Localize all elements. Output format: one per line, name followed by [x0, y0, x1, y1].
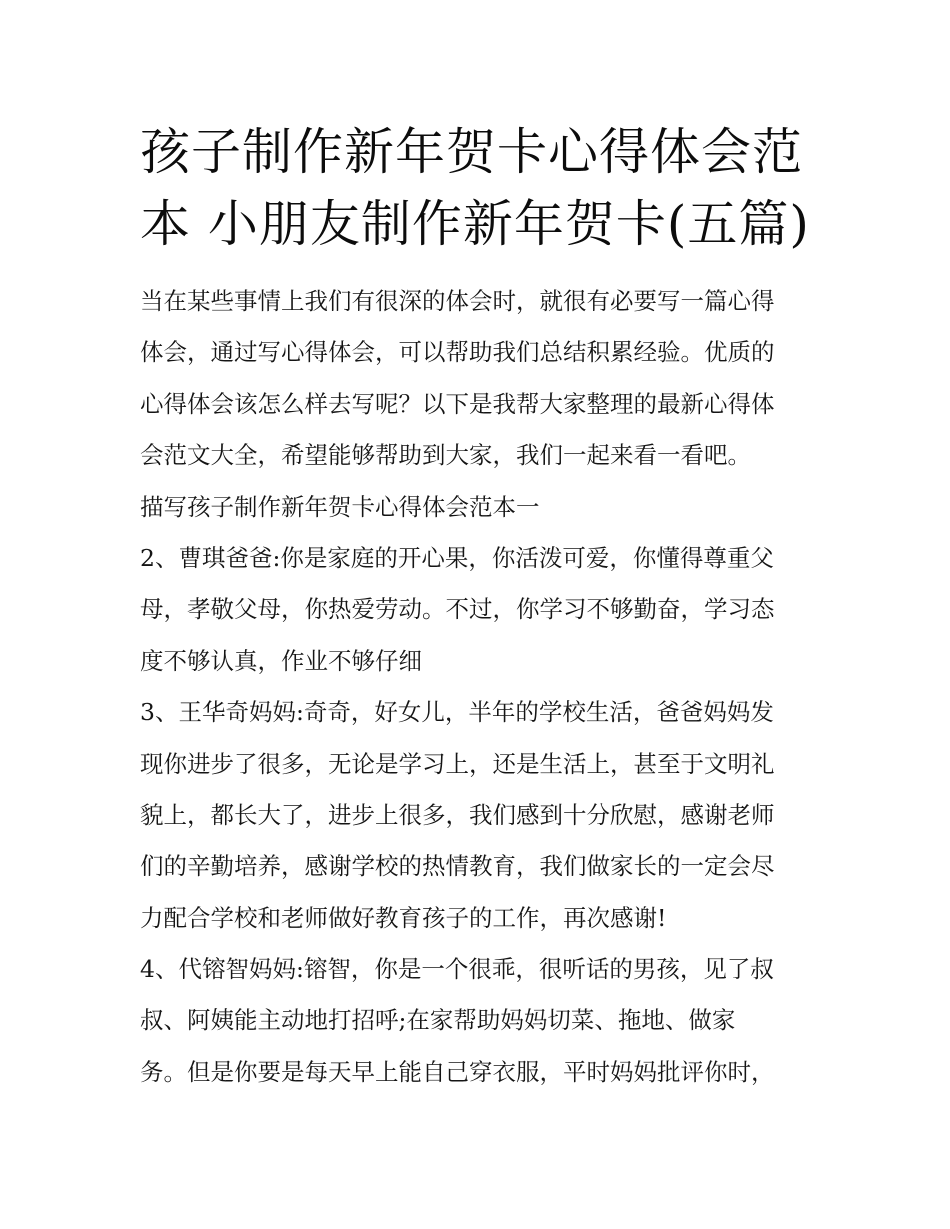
- item-2-line-3: 度不够认真，作业不够仔细: [140, 646, 422, 675]
- item-4-line-1: 4、代镕智妈妈:镕智，你是一个很乖，很听话的男孩，见了叔: [140, 955, 774, 984]
- title-line-1: 孩子制作新年贺卡心得体会范: [140, 123, 803, 181]
- item-4-line-3: 务。但是你要是每天早上能自己穿衣服，平时妈妈批评你时，: [140, 1057, 775, 1086]
- intro-line-1: 当在某些事情上我们有很深的体会时，就很有必要写一篇心得: [140, 287, 775, 315]
- intro-line-4: 会范文大全，希望能够帮助到大家，我们一起来看一看吧。: [140, 441, 751, 470]
- item-2-line-2: 母，孝敬父母，你热爱劳动。不过，你学习不够勤奋，学习态: [140, 595, 775, 624]
- item-3-line-5: 力配合学校和老师做好教育孩子的工作，再次感谢!: [140, 903, 667, 932]
- item-3-line-2: 现你进步了很多，无论是学习上，还是生活上，甚至于文明礼: [140, 749, 775, 778]
- document-body: [140, 276, 812, 1098]
- intro-line-3: 心得体会该怎么样去写呢？以下是我帮大家整理的最新心得体: [140, 389, 775, 418]
- item-2-line-1: 2、曹琪爸爸:你是家庭的开心果，你活泼可爱，你懂得尊重父: [140, 543, 774, 572]
- intro-line-2: 体会，通过写心得体会，可以帮助我们总结积累经验。优质的: [140, 338, 775, 367]
- item-4-line-2: 叔、阿姨能主动地打招呼;在家帮助妈妈切菜、拖地、做家: [140, 1006, 736, 1035]
- title-line-2: 本 小朋友制作新年贺卡(五篇): [140, 195, 810, 253]
- section-heading: 描写孩子制作新年贺卡心得体会范本一: [140, 492, 540, 521]
- item-3-line-3: 貌上，都长大了，进步上很多，我们感到十分欣慰，感谢老师: [140, 800, 775, 829]
- item-3-line-1: 3、王华奇妈妈:奇奇，好女儿，半年的学校生活，爸爸妈妈发: [140, 698, 774, 727]
- document-title: [140, 116, 820, 260]
- item-3-line-4: 们的辛勤培养，感谢学校的热情教育，我们做家长的一定会尽: [140, 852, 775, 881]
